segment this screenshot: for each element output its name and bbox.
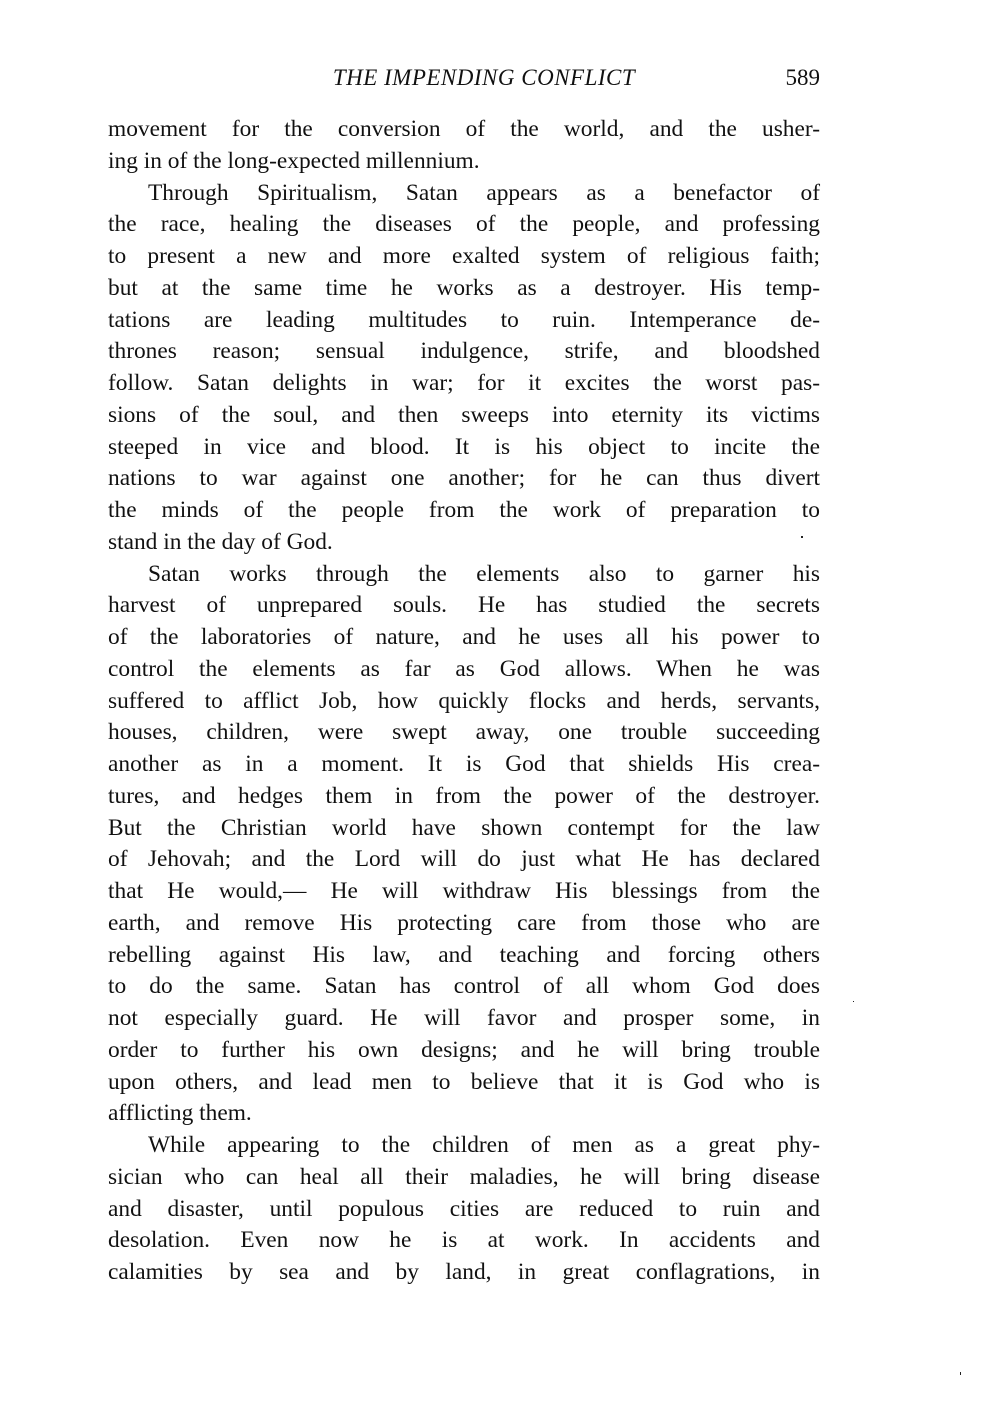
text-line: to do the same. Satan has control of all whom God does	[108, 973, 820, 1000]
text-line: desolation. Even now he is at work. In accidents and	[108, 1227, 820, 1254]
text-line: harvest of unprepared souls. He has studied the secrets	[108, 592, 820, 619]
text-line: But the Christian world have shown contempt for the law	[108, 814, 820, 841]
text-line: thrones reason; sensual indulgence, strife, and bloodshed	[108, 338, 820, 365]
text-line: movement for the conversion of the world, and the usher-	[108, 116, 820, 142]
paragraph	[108, 1130, 820, 1289]
text-line: of the laboratories of nature, and he uses all his power to	[108, 624, 820, 650]
text-line: the minds of the people from the work of preparation to	[108, 497, 820, 523]
text-line: houses, children, were swept away, one trouble succeeding	[108, 719, 820, 746]
body-text	[108, 114, 820, 1289]
text-line: order to further his own designs; and he will bring trouble	[108, 1036, 820, 1063]
text-line: rebelling against His law, and teaching and forcing others	[108, 941, 820, 968]
text-line: ing in of the long-expected millennium.	[108, 147, 480, 174]
text-line: not especially guard. He will favor and prosper some, in	[108, 1005, 820, 1031]
running-title: THE IMPENDING CONFLICT	[332, 65, 636, 90]
text-line: but at the same time he works as a destroyer. His temp-	[108, 274, 820, 301]
running-head	[108, 62, 820, 94]
text-line: earth, and remove His protecting care from those who are	[108, 909, 820, 936]
text-line: nations to war against one another; for he can thus divert	[108, 465, 820, 492]
page-number: 589	[785, 65, 820, 90]
paragraph	[108, 114, 820, 178]
text-line: steeped in vice and blood. It is his object to incite the	[108, 433, 820, 460]
text-line: and disaster, until populous cities are reduced to ruin and	[108, 1195, 820, 1222]
text-line: afflicting them.	[108, 1100, 252, 1127]
text-line: another as in a moment. It is God that shields His crea-	[108, 751, 820, 777]
text-line: tations are leading multitudes to ruin. Intemperance de-	[108, 306, 820, 333]
paragraph	[108, 178, 820, 559]
text-line: sician who can heal all their maladies, he will bring disease	[108, 1163, 820, 1190]
text-line: tures, and hedges them in from the power of the destroyer.	[108, 782, 820, 809]
text-line: the race, healing the diseases of the people, and professing	[108, 211, 820, 238]
text-line: sions of the soul, and then sweeps into eternity its victims	[108, 401, 820, 428]
text-line: While appearing to the children of men as a great phy-	[148, 1132, 820, 1158]
paragraph	[108, 559, 820, 1131]
text-line: Through Spiritualism, Satan appears as a benefactor of	[148, 179, 820, 206]
text-line: Satan works through the elements also to garner his	[148, 560, 820, 587]
text-line: suffered to afflict Job, how quickly flocks and herds, servants,	[108, 687, 820, 714]
scan-speck	[801, 536, 803, 538]
text-line: to present a new and more exalted system of religious faith;	[108, 243, 820, 269]
text-line: follow. Satan delights in war; for it excites the worst pas-	[108, 370, 820, 396]
text-line: stand in the day of God.	[108, 528, 333, 555]
scan-speck	[853, 1001, 854, 1002]
scan-speck	[960, 1372, 961, 1375]
text-line: that He would,— He will withdraw His blessings from the	[108, 878, 820, 904]
text-line: of Jehovah; and the Lord will do just what He has declared	[108, 846, 820, 873]
text-line: upon others, and lead men to believe that it is God who is	[108, 1068, 820, 1095]
text-line: control the elements as far as God allows. When he was	[108, 655, 820, 682]
text-line: calamities by sea and by land, in great conflagrations, in	[108, 1259, 820, 1285]
